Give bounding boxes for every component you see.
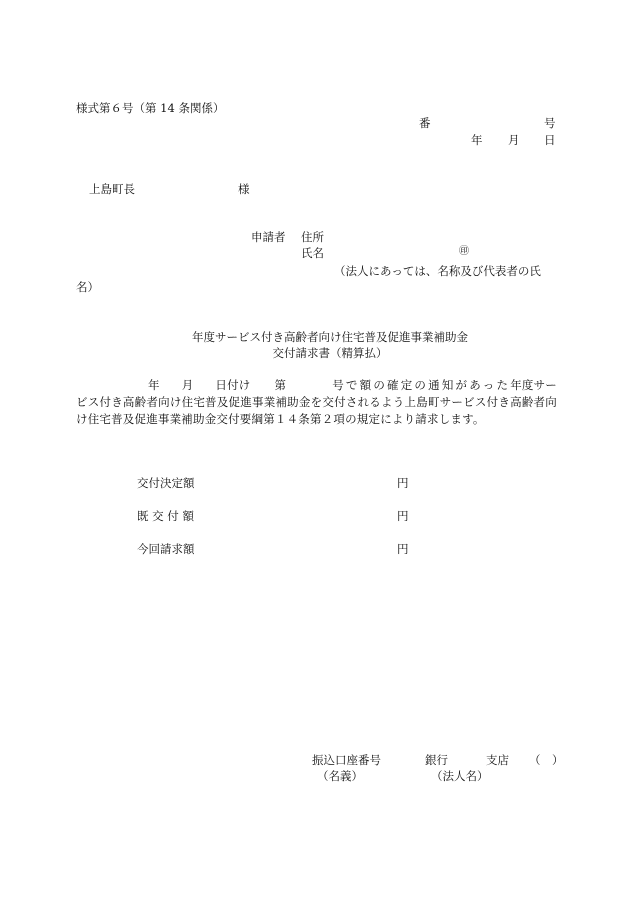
amount-label-decided: 交付決定額 <box>137 476 195 490</box>
doc-number-go: 号 <box>544 116 556 130</box>
date-year: 年 <box>471 133 483 147</box>
applicant-label: 申請者 <box>251 230 286 244</box>
form-label: 様式第６号（第 14 条関係） <box>76 101 225 115</box>
body-month: 月 <box>181 378 194 392</box>
date-day: 日 <box>544 133 556 147</box>
body-text1: 号で額の確定の通知があった <box>332 378 511 392</box>
applicant-address-label: 住所 <box>301 230 324 244</box>
applicant-note-line1: （法人にあっては、名称及び代表者の氏 <box>334 264 541 278</box>
amount-label-request: 今回請求額 <box>137 542 195 556</box>
account-type-paren: （ ） <box>529 753 564 767</box>
meigi-label: （名義） <box>317 769 363 783</box>
seal-mark: ㊞ <box>459 246 469 257</box>
body-text <box>76 377 557 428</box>
amount-unit-request: 円 <box>397 542 409 556</box>
amount-unit-decided: 円 <box>397 476 409 490</box>
body-text2: 年度サービス付き高齢者向け住宅普及促進事業補助金を交付されるよう上島町サービス付き高齢者向け住宅普及促進事業補助金交付要綱第１４条第２項の規定により請求します。 <box>76 378 558 426</box>
body-date-suffix: 日付け <box>215 378 251 392</box>
addressee-honorific: 様 <box>238 182 250 196</box>
applicant-name-label: 氏名 <box>301 246 324 260</box>
date-month: 月 <box>508 133 520 147</box>
amount-label-paid: 既 交 付 額 <box>137 509 194 523</box>
addressee-name: 上島町長 <box>89 182 135 196</box>
branch-label: 支店 <box>486 753 509 767</box>
bank-label: 銀行 <box>425 753 448 767</box>
bank-account-label: 振込口座番号 <box>312 753 381 767</box>
body-year: 年 <box>148 378 160 392</box>
applicant-note-line2: 名） <box>76 280 99 294</box>
amount-unit-paid: 円 <box>397 509 409 523</box>
document-title-line2: 交付請求書（精算払） <box>272 346 388 360</box>
corp-name-label: （法人名） <box>431 769 489 783</box>
doc-number-ban: 番 <box>419 116 431 130</box>
document-title-line1: 年度サービス付き高齢者向け住宅普及促進事業補助金 <box>192 330 468 344</box>
body-dai: 第 <box>274 378 287 392</box>
